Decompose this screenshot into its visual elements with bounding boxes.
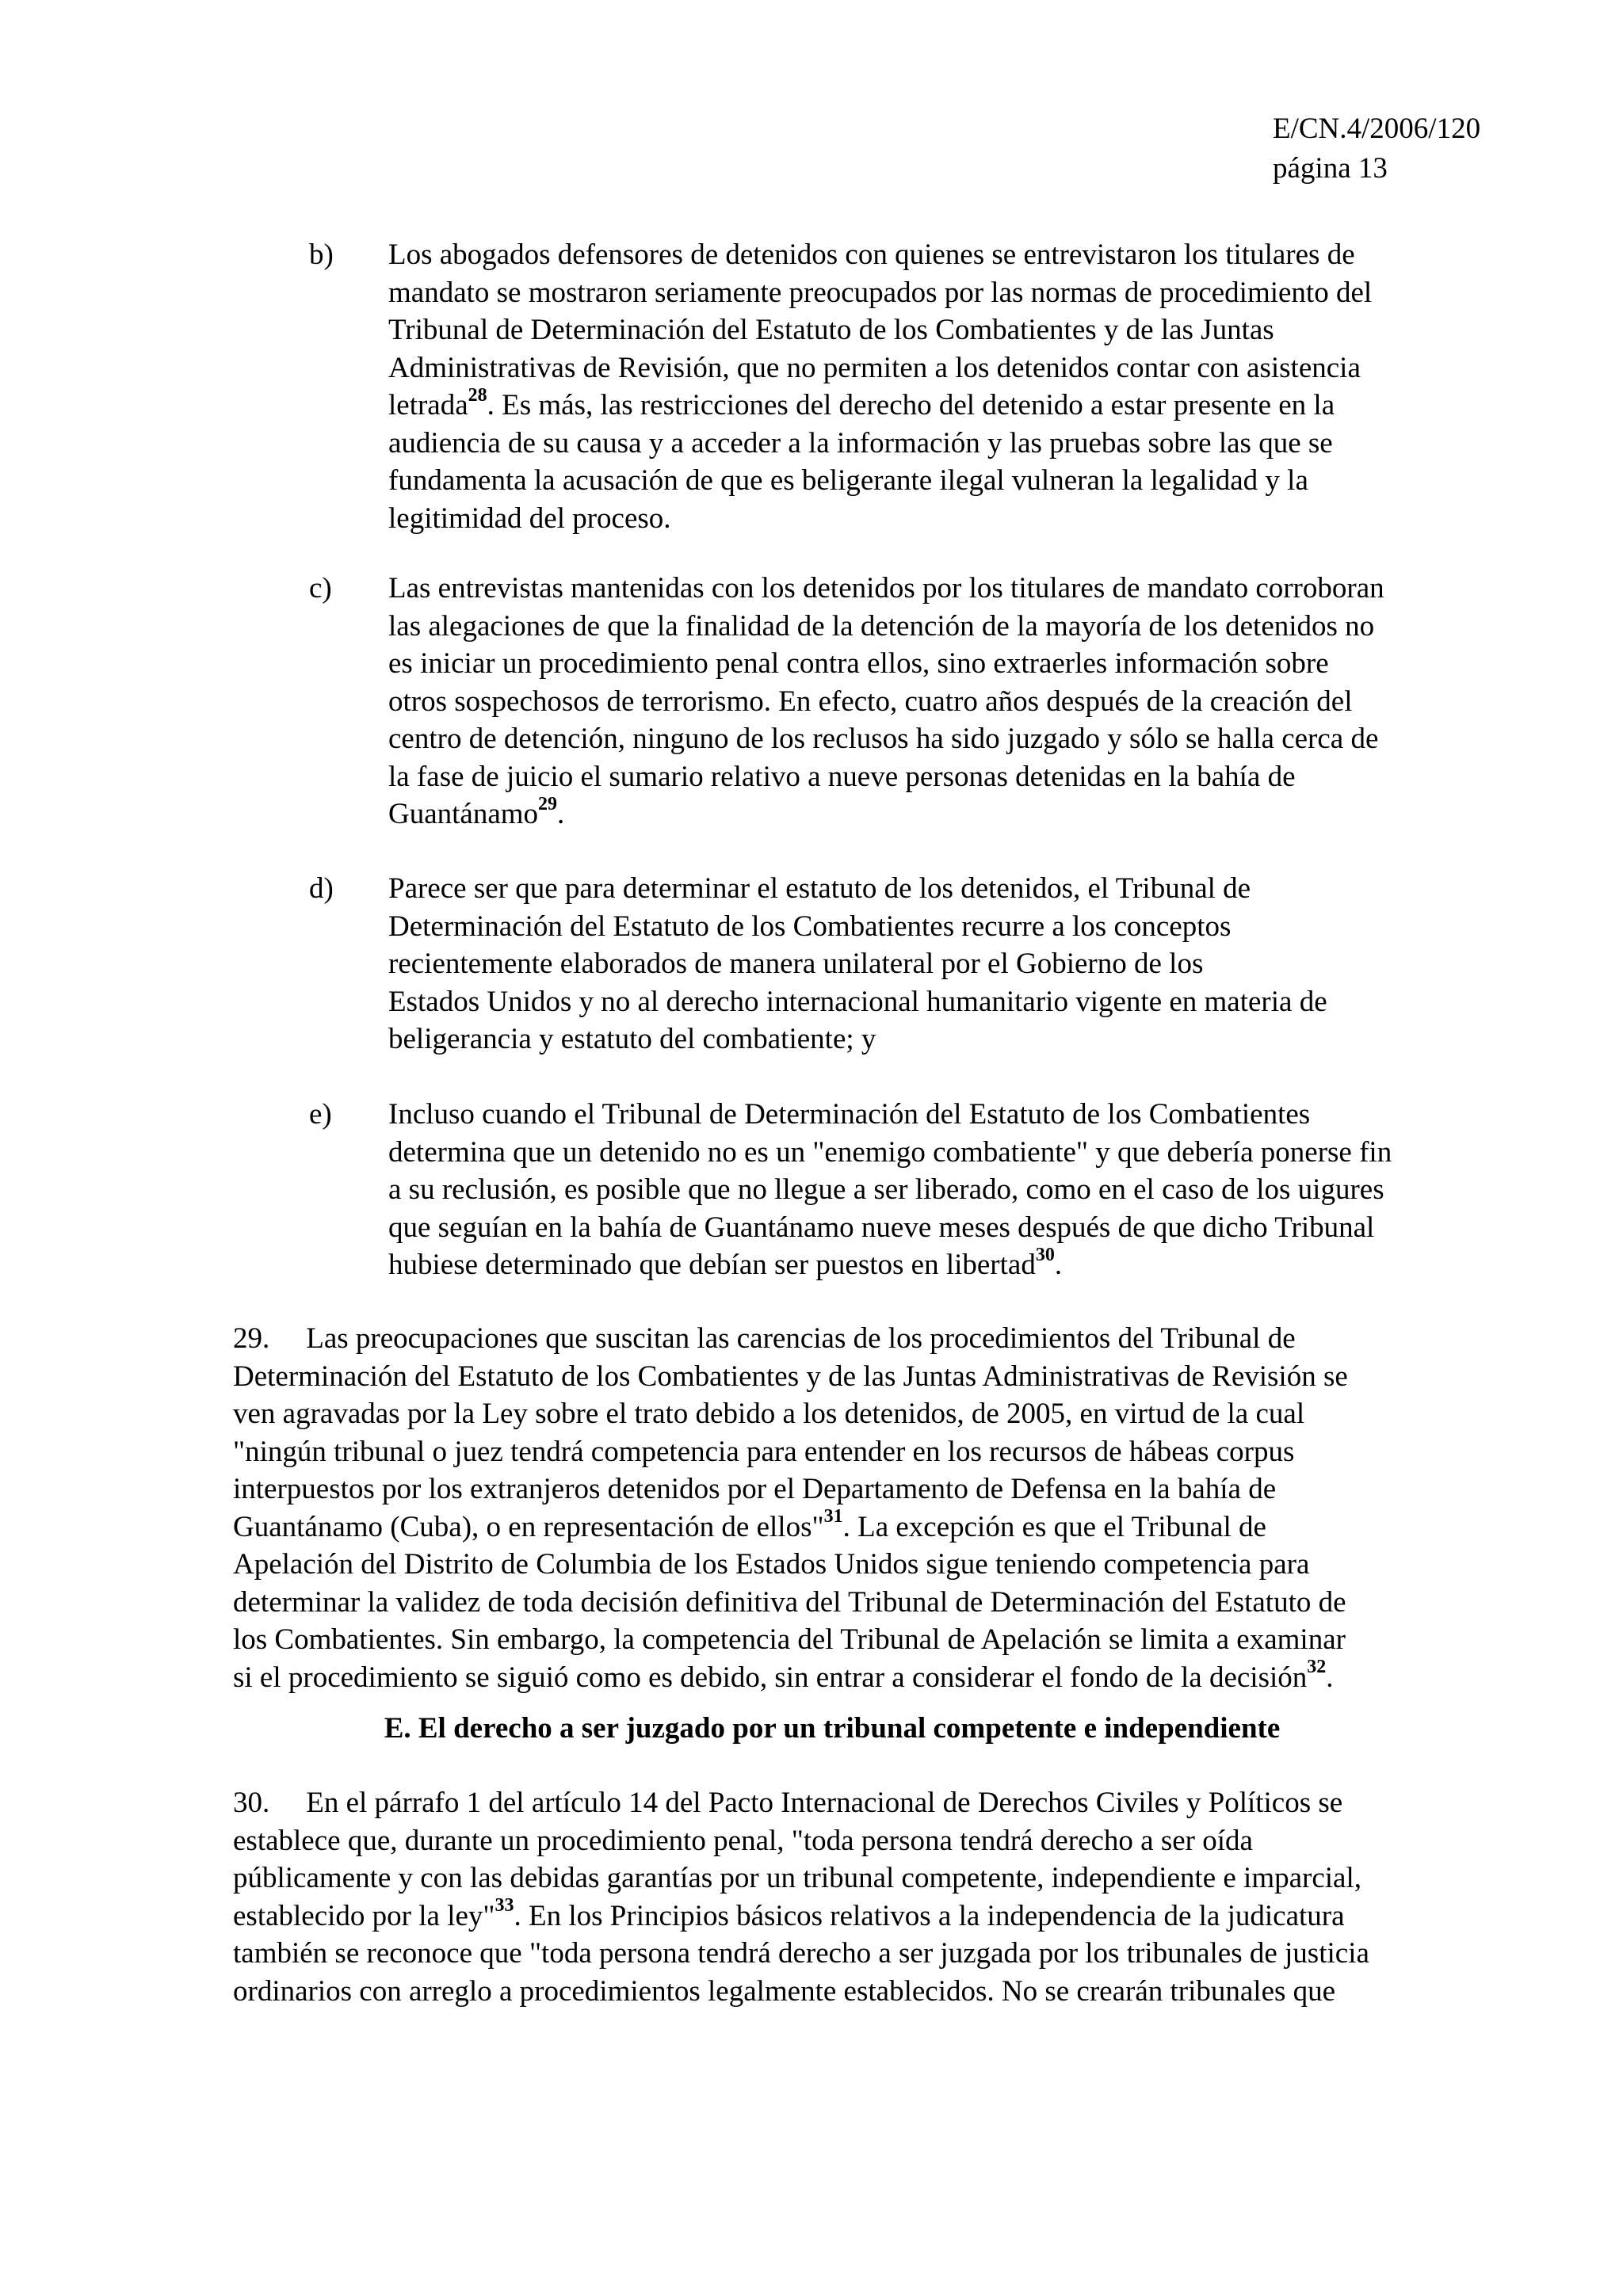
section-heading: E. El derecho a ser juzgado por un tribunal competente e independiente — [384, 1712, 1281, 1745]
text-segment: Parece ser que para determinar el estatuto de los detenidos, el Tribunal de — [388, 872, 1251, 905]
text-segment: Apelación del Distrito de Columbia de los Estados Unidos sigue teniendo competencia para — [233, 1548, 1310, 1581]
text-line — [233, 1659, 1517, 1697]
text-segment: . Es más, las restricciones del derecho del detenido a estar presente en la — [487, 389, 1335, 421]
text-segment: Guantánamo — [388, 798, 539, 830]
text-segment: también se reconoce que "toda persona tendrá derecho a ser juzgada por los tribunales de justicia — [233, 1937, 1369, 1970]
text-segment: Tribunal de Determinación del Estatuto de los Combatientes y de las Juntas — [388, 314, 1274, 346]
text-line — [388, 384, 1490, 425]
text-segment: . La excepción es que el Tribunal de — [842, 1510, 1266, 1543]
text-line — [233, 1358, 1517, 1396]
text-segment: . En los Principios básicos relativos a la independencia de la judicatura — [514, 1899, 1345, 1932]
text-line — [388, 983, 1490, 1021]
text-line — [233, 1584, 1517, 1622]
text-line — [388, 945, 1490, 983]
text-line — [388, 1134, 1490, 1172]
text-segment: fundamenta la acusación de que es beligerante ilegal vulneran la legalidad y la — [388, 464, 1308, 497]
footnote-reference: 32 — [1307, 1657, 1327, 1678]
text-segment: si el procedimiento se siguió como es debido, sin entrar a considerar el fondo de la decisión — [233, 1661, 1308, 1694]
text-segment: determinar la validez de toda decisión definitiva del Tribunal de Determinación del Estatuto de — [233, 1585, 1346, 1619]
text-line — [233, 1784, 1517, 1822]
page-number: página 13 — [1273, 152, 1388, 185]
footnote-reference: 28 — [468, 384, 487, 406]
text-segment: es iniciar un procedimiento penal contra ellos, sino extraerles información sobre — [388, 647, 1329, 680]
text-line — [388, 1209, 1490, 1247]
text-line — [233, 1508, 1517, 1547]
text-segment: hubiese determinado que debían ser puestos en libertad — [388, 1249, 1036, 1281]
footnote-reference: 33 — [495, 1895, 514, 1917]
list-item-text — [388, 236, 1490, 537]
text-line — [233, 1470, 1517, 1508]
text-line — [388, 274, 1490, 312]
text-segment: los Combatientes. Sin embargo, la competencia del Tribunal de Apelación se limita a examinar — [233, 1623, 1346, 1656]
text-segment: Estados Unidos y no al derecho internacional humanitario vigente en materia de — [388, 985, 1327, 1018]
text-line — [388, 349, 1490, 387]
text-segment: la fase de juicio el sumario relativo a nueve personas detenidas en la bahía de — [388, 760, 1296, 793]
text-segment: las alegaciones de que la finalidad de la detención de la mayoría de los detenidos no — [388, 609, 1375, 643]
text-segment: Guantánamo (Cuba), o en representación de ellos" — [233, 1510, 824, 1543]
text-line — [233, 1897, 1517, 1936]
text-segment: Los abogados defensores de detenidos con quienes se entrevistaron los titulares de — [388, 238, 1355, 271]
text-segment: "ningún tribunal o juez tendrá competencia para entender en los recursos de hábeas corpus — [233, 1435, 1295, 1468]
text-segment: determina que un detenido no es un "enemigo combatiente" y que debería ponerse fin — [388, 1135, 1392, 1169]
list-marker: d) — [309, 872, 334, 905]
text-line — [388, 645, 1490, 683]
text-segment: recientemente elaborados de manera unilateral por el Gobierno de los — [388, 948, 1204, 980]
list-item-text — [388, 1096, 1490, 1284]
list-item-d — [309, 870, 1490, 1058]
text-segment: establece que, durante un procedimiento penal, "toda persona tendrá derecho a ser oída — [233, 1824, 1253, 1857]
text-line — [388, 795, 1490, 833]
text-line — [388, 908, 1490, 946]
list-marker: c) — [309, 572, 332, 605]
text-segment: legitimidad del proceso. — [388, 502, 671, 535]
list-item-text — [388, 570, 1490, 833]
text-line — [388, 425, 1490, 463]
text-line — [388, 570, 1490, 608]
text-segment: establecido por la ley" — [233, 1899, 495, 1932]
text-line — [388, 608, 1490, 646]
list-item-c — [309, 570, 1490, 833]
text-line — [388, 1171, 1490, 1209]
footnote-reference: 30 — [1035, 1244, 1055, 1265]
paragraph-number: 29. — [233, 1322, 270, 1355]
text-line — [233, 1859, 1517, 1897]
text-line — [233, 1973, 1517, 2011]
paragraph-30 — [233, 1784, 1517, 2010]
text-segment: Determinación del Estatuto de los Combatientes y de las Juntas Administrativas de Revisión se — [233, 1360, 1348, 1393]
text-segment: Las entrevistas mantenidas con los detenidos por los titulares de mandato corroboran — [388, 572, 1384, 605]
text-line — [233, 1935, 1517, 1973]
text-segment: . — [1054, 1249, 1063, 1281]
paragraph-number: 30. — [233, 1787, 270, 1819]
text-segment: beligerancia y estatuto del combatiente; y — [388, 1023, 876, 1055]
text-segment: . — [1326, 1661, 1334, 1694]
text-segment: En el párrafo 1 del artículo 14 del Pacto Internacional de Derechos Civiles y Políticos se — [306, 1787, 1343, 1819]
text-line — [388, 462, 1490, 500]
list-item-text — [388, 870, 1490, 1058]
text-segment: a su reclusión, es posible que no llegue a ser liberado, como en el caso de los uigures — [388, 1173, 1384, 1206]
text-segment: mandato se mostraron seriamente preocupados por las normas de procedimiento del — [388, 276, 1373, 309]
text-segment: que seguían en la bahía de Guantánamo nueve meses después de que dicho Tribunal — [388, 1211, 1375, 1244]
text-segment: Determinación del Estatuto de los Combatientes recurre a los conceptos — [388, 910, 1232, 943]
text-line — [388, 1020, 1490, 1058]
paragraph-29 — [233, 1320, 1517, 1696]
text-line — [388, 758, 1490, 796]
footnote-reference: 29 — [538, 793, 558, 814]
text-line — [233, 1546, 1517, 1584]
document-symbol: E/CN.4/2006/120 — [1273, 113, 1481, 145]
text-segment: Incluso cuando el Tribunal de Determinación del Estatuto de los Combatientes — [388, 1098, 1311, 1131]
text-segment: audiencia de su causa y a acceder a la información y las pruebas sobre las que se — [388, 426, 1333, 460]
text-line — [388, 311, 1490, 349]
text-line — [388, 1096, 1490, 1134]
text-line — [388, 236, 1490, 274]
text-segment: interpuestos por los extranjeros detenidos por el Departamento de Defensa en la bahía de — [233, 1473, 1277, 1505]
text-segment: Las preocupaciones que suscitan las carencias de los procedimientos del Tribunal de — [306, 1322, 1296, 1355]
text-segment: letrada — [388, 389, 468, 421]
list-item-e — [309, 1096, 1490, 1284]
text-segment: centro de detención, ninguno de los reclusos ha sido juzgado y sólo se halla cerca de — [388, 723, 1379, 755]
text-line — [388, 870, 1490, 908]
text-line — [233, 1395, 1517, 1433]
text-segment: . — [557, 798, 565, 830]
list-item-b — [309, 236, 1490, 537]
text-line — [233, 1822, 1517, 1860]
text-line — [233, 1433, 1517, 1471]
text-line — [233, 1621, 1517, 1659]
text-line — [233, 1320, 1517, 1358]
list-marker: e) — [309, 1098, 332, 1131]
text-line — [388, 500, 1490, 538]
text-segment: ven agravadas por la Ley sobre el trato debido a los detenidos, de 2005, en virtud de la cual — [233, 1398, 1305, 1430]
text-line — [388, 683, 1490, 721]
footnote-reference: 31 — [823, 1506, 843, 1527]
text-segment: públicamente y con las debidas garantías por un tribunal competente, independiente e imparcial, — [233, 1862, 1361, 1894]
text-line — [388, 1246, 1490, 1284]
text-segment: otros sospechosos de terrorismo. En efecto, cuatro años después de la creación del — [388, 685, 1353, 718]
text-segment: Administrativas de Revisión, que no permiten a los detenidos contar con asistencia — [388, 351, 1361, 384]
list-marker: b) — [309, 238, 334, 271]
text-segment: ordinarios con arreglo a procedimientos legalmente establecidos. No se crearán tribunales que — [233, 1974, 1336, 2008]
text-line — [388, 720, 1490, 758]
page-header — [1273, 109, 1590, 189]
